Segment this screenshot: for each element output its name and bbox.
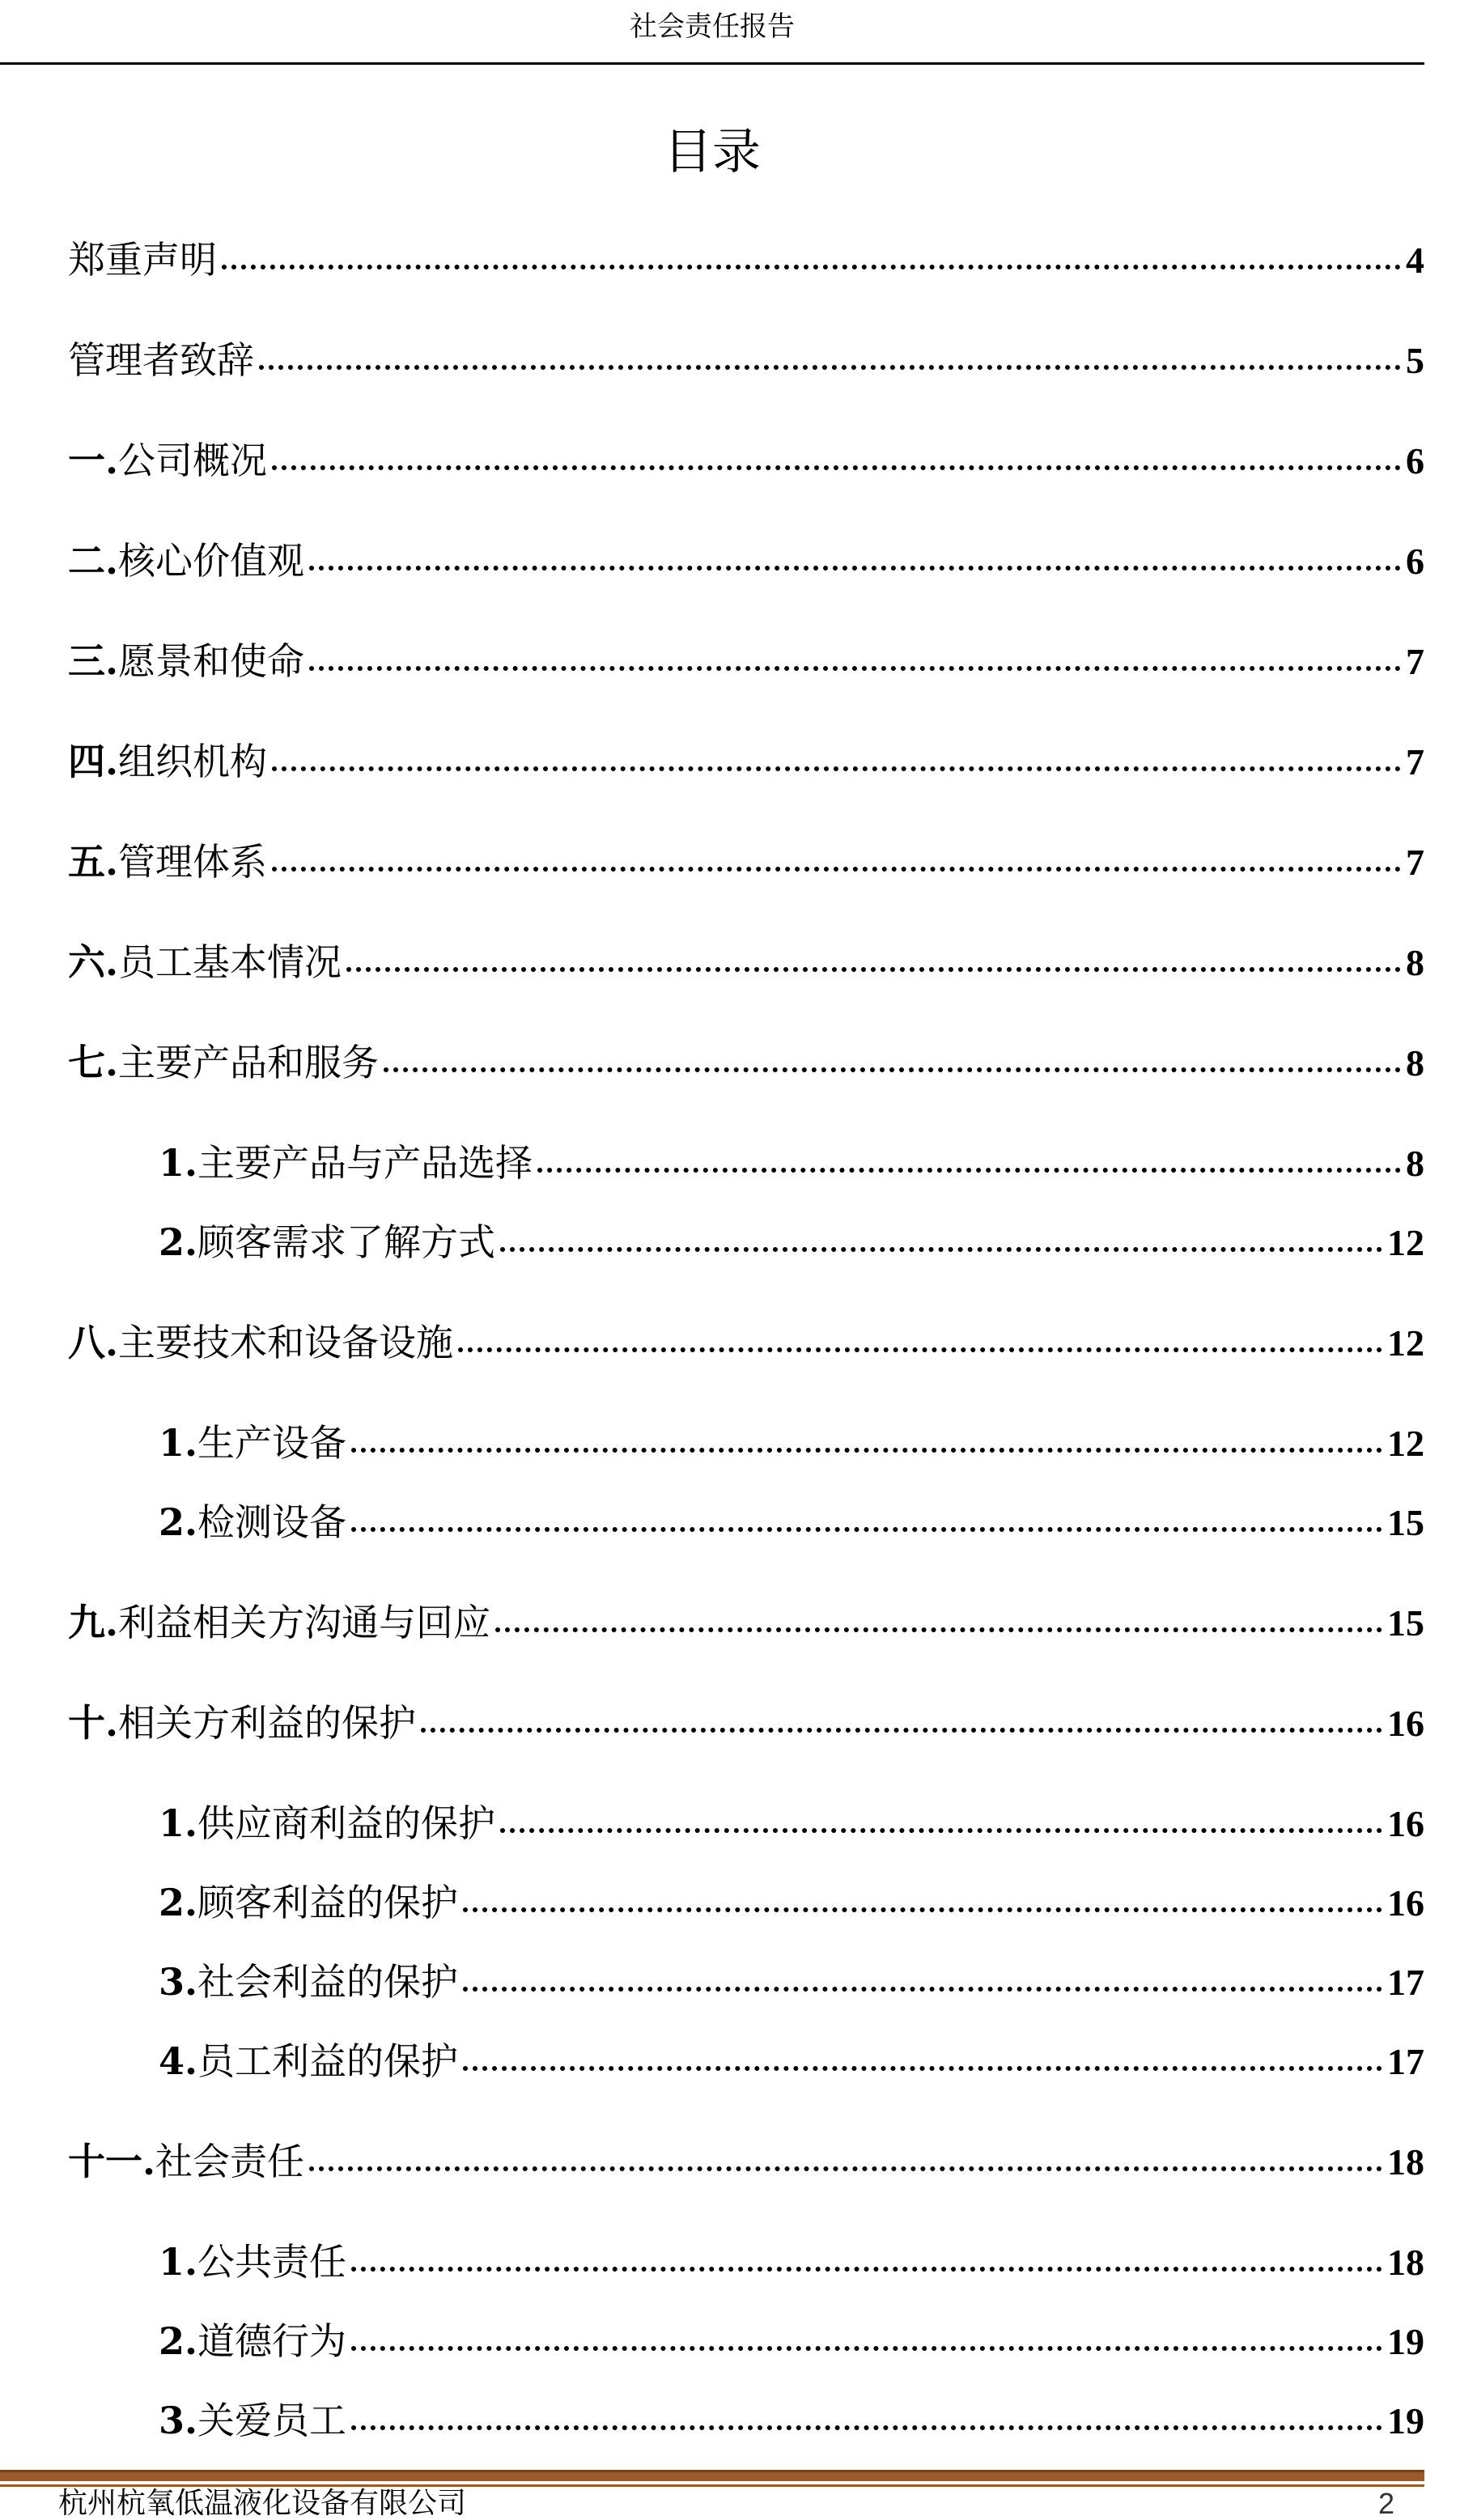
toc-entry-title: 郑重声明 xyxy=(68,238,217,282)
toc-entry-number: 五. xyxy=(68,840,119,884)
toc-entry-number: 3. xyxy=(159,1960,198,2004)
toc-entry-page: 17 xyxy=(1387,1962,1424,2003)
toc-entry-number: 四. xyxy=(68,740,119,783)
toc-subentry-testing-equipment[interactable] xyxy=(68,1497,1424,1547)
toc-subentry-product-selection[interactable] xyxy=(68,1138,1424,1188)
toc-entry-products-services[interactable] xyxy=(68,1037,1424,1088)
dot-leader xyxy=(500,1247,1382,1252)
dot-leader xyxy=(309,2166,1382,2171)
toc-entry-page: 6 xyxy=(1406,440,1424,482)
dot-leader xyxy=(463,1907,1382,1912)
toc-subentry-ethical-behavior[interactable] xyxy=(68,2316,1424,2366)
toc-entry-page: 7 xyxy=(1406,842,1424,883)
toc-entry-company-overview[interactable] xyxy=(68,435,1424,486)
toc-entry-number: 2. xyxy=(159,1881,198,1924)
toc-entry-number: 九. xyxy=(68,1601,119,1644)
toc-entry-page: 19 xyxy=(1387,2400,1424,2442)
toc-entry-page: 18 xyxy=(1387,2242,1424,2283)
dot-leader xyxy=(537,1168,1401,1173)
toc-entry-number: 1. xyxy=(159,1801,198,1845)
toc-entry-technology-equipment[interactable] xyxy=(68,1317,1424,1368)
footer-page-number: 2 xyxy=(1377,2487,1394,2520)
dot-leader xyxy=(222,265,1401,269)
footer-company-name: 杭州杭氧低温液化设备有限公司 xyxy=(58,2487,467,2520)
toc-entry-page: 15 xyxy=(1387,1502,1424,1543)
toc-entry-title: 主要产品和服务 xyxy=(118,1041,380,1084)
toc-entry-organization[interactable] xyxy=(68,736,1424,787)
toc-entry-stakeholder-protection[interactable] xyxy=(68,1698,1424,1748)
toc-entry-number: 4. xyxy=(159,2039,198,2083)
toc-entry-number: 六. xyxy=(68,940,119,984)
dot-leader xyxy=(272,465,1401,470)
toc-entry-statement[interactable] xyxy=(68,235,1424,285)
toc-entry-number: 七. xyxy=(68,1041,119,1084)
toc-subentry-public-responsibility[interactable] xyxy=(68,2237,1424,2287)
toc-subentry-supplier-protection[interactable] xyxy=(68,1798,1424,1848)
toc-entry-page: 4 xyxy=(1406,240,1424,281)
toc-entry-title: 顾客需求了解方式 xyxy=(197,1220,496,1264)
toc-entry-number: 三. xyxy=(68,639,119,683)
dot-leader xyxy=(351,1448,1382,1453)
toc-entry-number: 2. xyxy=(159,2319,198,2363)
dot-leader xyxy=(421,1728,1382,1733)
page-header xyxy=(0,0,1424,65)
toc-entry-page: 18 xyxy=(1387,2141,1424,2183)
toc-entry-social-responsibility[interactable] xyxy=(68,2136,1424,2187)
toc-entry-page: 7 xyxy=(1406,641,1424,682)
toc-entry-page: 15 xyxy=(1387,1602,1424,1644)
toc-entry-title: 公共责任 xyxy=(197,2240,347,2284)
toc-entry-title: 核心价值观 xyxy=(118,539,305,583)
toc-entry-title: 愿景和使命 xyxy=(118,639,305,683)
toc-entry-page: 12 xyxy=(1387,1222,1424,1263)
toc-entry-vision-mission[interactable] xyxy=(68,636,1424,686)
toc-entry-management-message[interactable] xyxy=(68,335,1424,385)
toc-entry-page: 8 xyxy=(1406,1143,1424,1184)
toc-entry-management-system[interactable] xyxy=(68,837,1424,887)
toc-subentry-social-protection[interactable] xyxy=(68,1957,1424,2007)
toc-entry-page: 12 xyxy=(1387,1322,1424,1364)
dot-leader xyxy=(309,666,1401,671)
toc-entry-title: 公司概况 xyxy=(118,439,268,482)
toc-entry-core-values[interactable] xyxy=(68,536,1424,586)
toc-entry-title: 管理者致辞 xyxy=(68,338,254,382)
toc-entry-page: 7 xyxy=(1406,741,1424,783)
toc-entry-title: 社会利益的保护 xyxy=(197,1960,459,2004)
toc-entry-title: 主要技术和设备设施 xyxy=(118,1321,454,1364)
dot-leader xyxy=(309,566,1401,571)
toc-entry-title: 员工利益的保护 xyxy=(197,2039,459,2083)
dot-leader xyxy=(495,1627,1382,1632)
toc-entry-page: 8 xyxy=(1406,942,1424,983)
dot-leader xyxy=(351,2425,1382,2430)
toc-entry-title: 组织机构 xyxy=(118,740,268,783)
dot-leader xyxy=(500,1828,1382,1833)
toc-entry-number: 2. xyxy=(159,1500,198,1544)
toc-entry-page: 8 xyxy=(1406,1042,1424,1084)
toc-entry-employee-overview[interactable] xyxy=(68,937,1424,987)
toc-entry-title: 供应商利益的保护 xyxy=(197,1801,496,1845)
toc-entry-page: 6 xyxy=(1406,541,1424,582)
dot-leader xyxy=(384,1067,1401,1072)
toc-entry-number: 2. xyxy=(159,1220,198,1264)
toc-subentry-customer-protection[interactable] xyxy=(68,1877,1424,1928)
dot-leader xyxy=(346,967,1401,972)
footer-rule xyxy=(0,2470,1424,2481)
toc-entry-title: 道德行为 xyxy=(197,2319,347,2363)
toc-entry-page: 16 xyxy=(1387,1703,1424,1744)
toc-entry-title: 生产设备 xyxy=(197,1421,347,1465)
toc-entry-number: 1. xyxy=(159,1421,198,1465)
toc-entry-stakeholder-communication[interactable] xyxy=(68,1597,1424,1648)
toc-subentry-employee-protection[interactable] xyxy=(68,2036,1424,2086)
dot-leader xyxy=(351,2267,1382,2272)
toc-entry-title: 社会责任 xyxy=(155,2140,305,2183)
toc-entry-number: 1. xyxy=(159,1141,198,1185)
toc-entry-page: 17 xyxy=(1387,2041,1424,2082)
dot-leader xyxy=(463,1987,1382,1992)
dot-leader xyxy=(463,2066,1382,2071)
toc-entry-title: 员工基本情况 xyxy=(118,940,342,984)
toc-entry-number: 十一. xyxy=(68,2140,156,2183)
dot-leader xyxy=(351,1527,1382,1532)
toc-entry-title: 相关方利益的保护 xyxy=(118,1701,417,1745)
dot-leader xyxy=(351,2346,1382,2351)
toc-heading: 目录 xyxy=(664,124,761,180)
header-title: 社会责任报告 xyxy=(630,11,795,43)
toc-entry-page: 16 xyxy=(1387,1882,1424,1924)
toc-entry-title: 管理体系 xyxy=(118,840,268,884)
dot-leader xyxy=(259,365,1401,370)
toc-entry-page: 19 xyxy=(1387,2321,1424,2362)
toc-entry-title: 检测设备 xyxy=(197,1500,347,1544)
dot-leader xyxy=(272,766,1401,771)
toc-entry-number: 二. xyxy=(68,539,119,583)
toc-entry-page: 5 xyxy=(1406,340,1424,381)
toc-entry-number: 3. xyxy=(159,2399,198,2442)
table-of-contents xyxy=(68,235,1424,2446)
toc-subentry-customer-needs[interactable] xyxy=(68,1217,1424,1267)
toc-entry-page: 12 xyxy=(1387,1423,1424,1464)
toc-subentry-employee-care[interactable] xyxy=(68,2395,1424,2446)
toc-entry-number: 十. xyxy=(68,1701,119,1745)
toc-subentry-production-equipment[interactable] xyxy=(68,1418,1424,1468)
toc-entry-title: 顾客利益的保护 xyxy=(197,1881,459,1924)
toc-entry-number: 一. xyxy=(68,439,119,482)
toc-entry-title: 关爱员工 xyxy=(197,2399,347,2442)
toc-entry-number: 1. xyxy=(159,2240,198,2284)
toc-entry-title: 主要产品与产品选择 xyxy=(197,1141,533,1185)
toc-entry-number: 八. xyxy=(68,1321,119,1364)
toc-entry-title: 利益相关方沟通与回应 xyxy=(118,1601,491,1644)
dot-leader xyxy=(272,867,1401,872)
toc-entry-page: 16 xyxy=(1387,1803,1424,1844)
dot-leader xyxy=(458,1347,1382,1352)
